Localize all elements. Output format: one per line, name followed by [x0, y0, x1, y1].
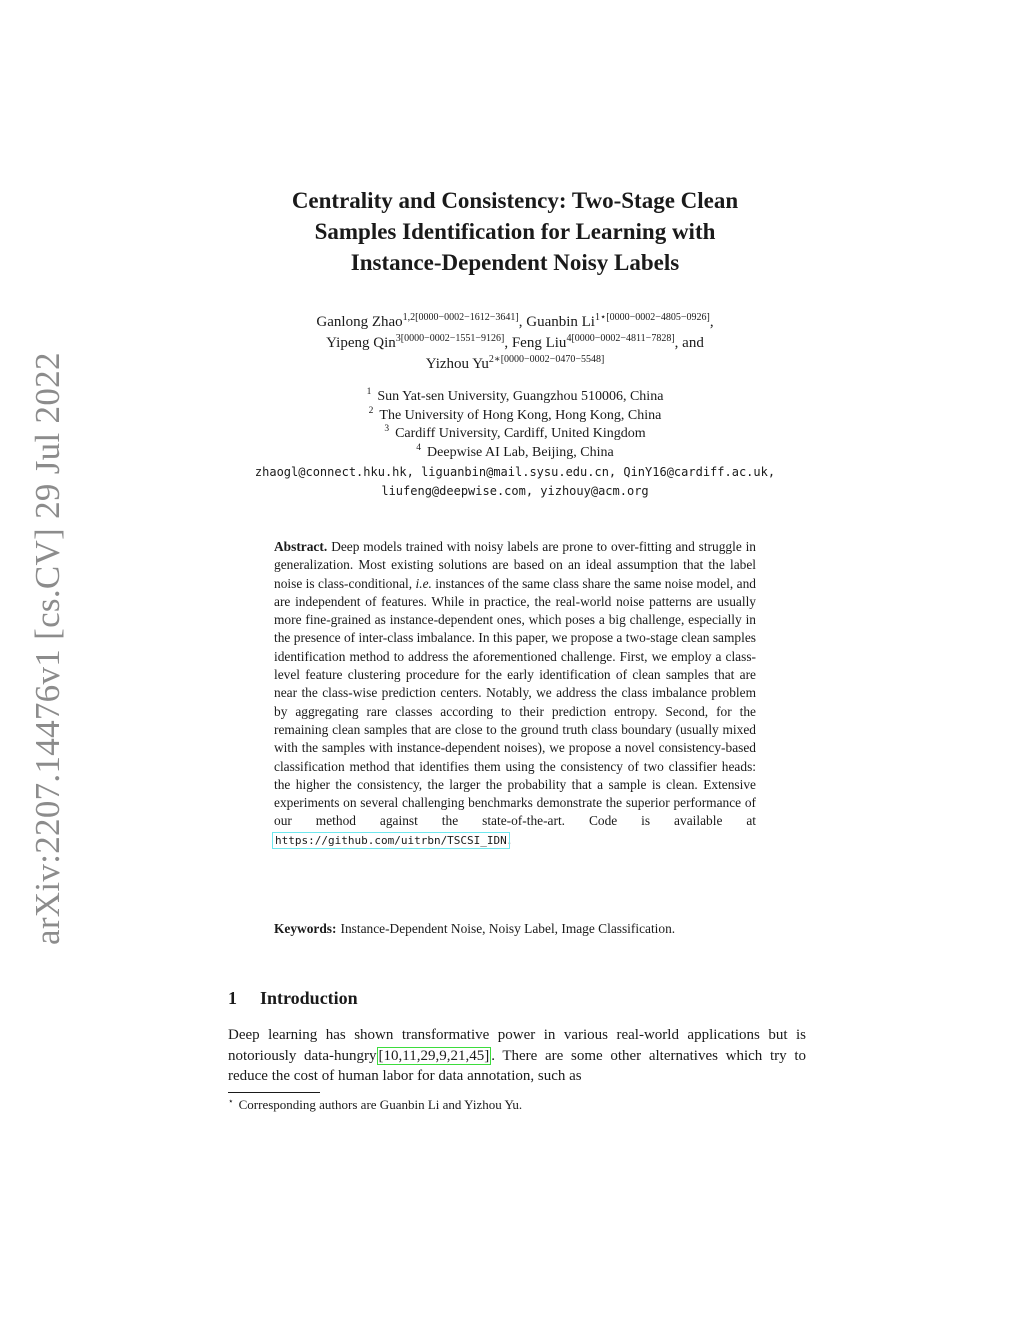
footnote-rule: [228, 1092, 320, 1093]
author-name: Ganlong Zhao: [316, 314, 403, 330]
author-line-2: [215, 333, 815, 354]
intro-text-part-1: Deep learning has shown transformative power in various real-world applications but is notoriously data-hungry: [228, 1027, 806, 1064]
section-number: 1: [228, 988, 237, 1008]
affiliation-text: Deepwise AI Lab, Beijing, China: [427, 444, 614, 460]
intro-text-part-2: . There are some other alternatives which try to reduce the cost of human labor for data annotation, such as: [228, 1047, 806, 1084]
author-name: Yizhou Yu: [425, 356, 489, 372]
author-separator: ,: [518, 314, 527, 330]
affiliation-text: The University of Hong Kong, Hong Kong, China: [379, 407, 662, 423]
author-name: Feng Liu: [511, 335, 567, 351]
footnote: [228, 1096, 808, 1114]
abstract: [274, 538, 756, 850]
affiliation-item: [215, 425, 815, 444]
author-affiliation-orcid: 2∗[0000−0002−0470−5548]: [488, 354, 605, 365]
author-separator: ,: [504, 335, 512, 351]
affiliation-list: [215, 388, 815, 462]
author-line-1: [215, 312, 815, 333]
keywords-text: Instance-Dependent Noise, Noisy Label, Image Classification.: [340, 921, 676, 936]
affiliation-item: [215, 444, 815, 463]
footnote-text: Corresponding authors are Guanbin Li and Yizhou Yu.: [238, 1097, 523, 1112]
email-line-2[interactable]: liufeng@deepwise.com, yizhouy@acm.org: [381, 484, 649, 498]
author-separator: ,: [709, 314, 714, 330]
affiliation-item: [215, 407, 815, 426]
section-heading-introduction: [228, 986, 808, 1010]
affiliation-number: 4: [416, 442, 422, 453]
author-name: Guanbin Li: [526, 314, 595, 330]
author-affiliation-orcid: 1,2[0000−0002−1612−3641]: [402, 312, 519, 323]
title-line-1: Centrality and Consistency: Two-Stage Clean: [291, 188, 739, 213]
author-separator: , and: [674, 335, 704, 351]
email-list: [200, 463, 830, 501]
introduction-paragraph: [228, 1025, 806, 1087]
email-line-1[interactable]: zhaogl@connect.hku.hk, liguanbin@mail.sysu.edu.cn, QinY16@cardiff.ac.uk,: [254, 465, 776, 479]
affiliation-text: Cardiff University, Cardiff, United Kingdom: [395, 426, 646, 441]
author-affiliation-orcid: 4[0000−0002−4811−7828]: [566, 333, 675, 344]
affiliation-number: 1: [366, 387, 372, 397]
affiliation-item: [215, 388, 815, 407]
abstract-label: Abstract.: [274, 539, 328, 554]
author-list: [215, 312, 815, 375]
abstract-text-end: .: [507, 831, 512, 847]
paper-title: [210, 185, 820, 278]
author-affiliation-orcid: 1⋆[0000−0002−4805−0926]: [594, 312, 710, 323]
keywords-label: Keywords:: [274, 921, 337, 936]
title-line-2: Samples Identification for Learning with: [314, 219, 716, 244]
affiliation-number: 3: [384, 424, 390, 434]
title-line-3: Instance-Dependent Noisy Labels: [350, 250, 680, 275]
affiliation-text: Sun Yat-sen University, Guangzhou 510006, China: [377, 389, 664, 404]
arxiv-identifier-stamp: arXiv:2207.14476v1 [cs.CV] 29 Jul 2022: [28, 352, 67, 945]
affiliation-number: 2: [368, 405, 374, 416]
abstract-ie: i.e.: [415, 575, 432, 591]
section-title: Introduction: [260, 988, 358, 1008]
keywords: [274, 920, 756, 938]
code-repository-link[interactable]: https://github.com/uitrbn/TSCSI_IDN: [275, 833, 507, 847]
abstract-text-part-2: instances of the same class share the same noise model, and are independent of features. While in practice, the real-world noise patterns are usually more fine-grained as instance-dependent ones, which poses a big challenge, especially in the presence of inter-class imbalance. In this paper, we propose a two-stage clean samples identification method to address the aforementioned challenge. First, we employ a class-level feature clustering procedure for the early identification of clean samples that are near the class-wise prediction centers. Notably, we address the class imbalance problem by aggregating rare classes according to their prediction entropy. Second, for the remaining clean samples that are close to the ground truth class boundary (usually mixed with the samples with instance-dependent noises), we propose a novel consistency-based classification method that identifies them using the consistency of two classifier heads: the higher the consistency, the larger the probability that a sample is clean. Extensive experiments on several challenging benchmarks demonstrate the superior performance of our method against the state-of-the-art. Code is available at: [274, 575, 756, 829]
author-line-3: [215, 354, 815, 375]
footnote-mark: ⋆: [228, 1096, 234, 1106]
author-name: Yipeng Qin: [326, 335, 396, 351]
author-affiliation-orcid: 3[0000−0002−1551−9126]: [395, 333, 505, 344]
abstract-text-part-1: Deep models trained with noisy labels are prone to over-fitting and struggle in generalization. Most existing solutions are based on an ideal assumption that the label noise is class-conditional,: [274, 539, 756, 591]
citation-links[interactable]: [10,11,29,9,21,45]: [378, 1047, 490, 1064]
